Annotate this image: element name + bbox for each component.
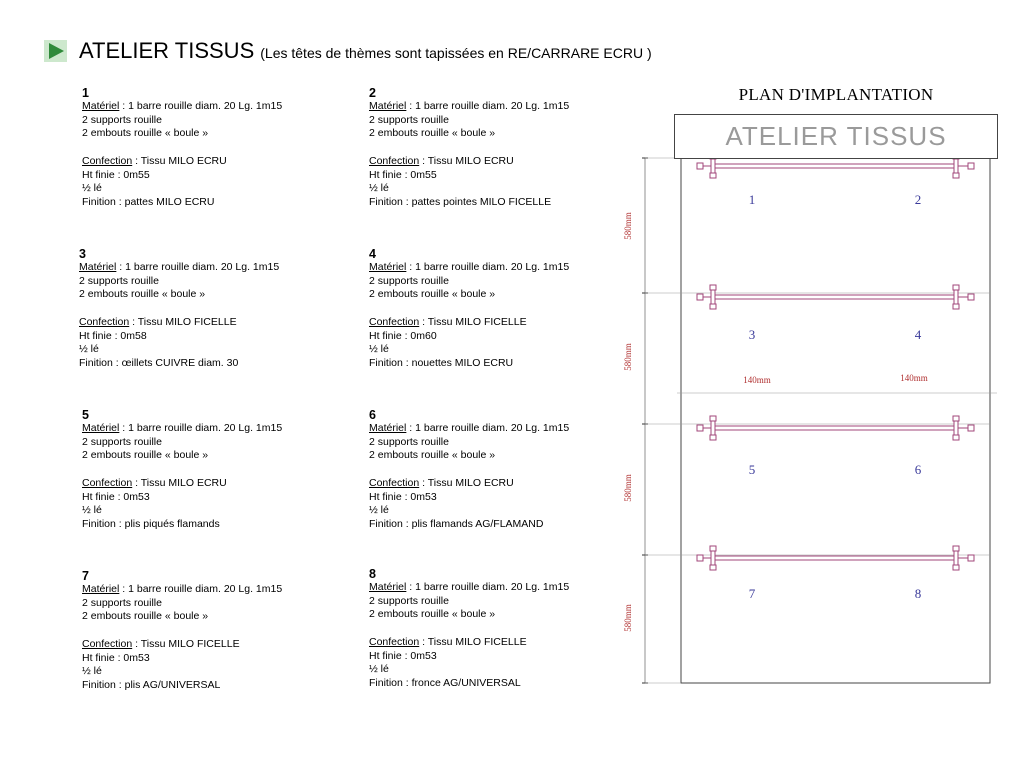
supports-line: 2 supports rouille xyxy=(79,274,159,287)
hauteur-line: Ht finie : 0m53 xyxy=(369,490,437,503)
supports-line: 2 supports rouille xyxy=(369,435,449,448)
materiel-label: Matériel xyxy=(82,583,120,595)
materiel-label: Matériel xyxy=(369,422,407,434)
plan-number-1: 1 xyxy=(748,192,756,207)
rod-end-left xyxy=(697,425,703,431)
materiel-value: : 1 barre rouille diam. 20 Lg. 1m15 xyxy=(119,100,283,112)
curtain-rod-2 xyxy=(713,295,957,299)
supports-line: 2 supports rouille xyxy=(82,435,162,448)
finition-line: Finition : nouettes MILO ECRU xyxy=(369,356,514,369)
supports-line: 2 supports rouille xyxy=(369,594,449,607)
finition-line: Finition : plis flamands AG/FLAMAND xyxy=(369,517,544,530)
rod-support-cap xyxy=(710,565,716,570)
finition-line: Finition : pattes pointes MILO FICELLE xyxy=(369,195,552,208)
rod-end-left xyxy=(697,163,703,169)
le-line: ½ lé xyxy=(369,663,389,676)
materiel-label: Matériel xyxy=(82,100,120,112)
finition-line: Finition : pattes MILO ECRU xyxy=(82,195,215,208)
item-number: 6 xyxy=(369,408,376,422)
plan-number-3: 3 xyxy=(748,327,756,342)
tissu-value: : Tissu MILO FICELLE xyxy=(419,315,527,328)
materiel-label: Matériel xyxy=(369,100,407,112)
rod-end-left xyxy=(697,555,703,561)
hauteur-line: Ht finie : 0m60 xyxy=(369,329,437,342)
rod-support-cap xyxy=(710,173,716,178)
embouts-line: 2 embouts rouille « boule » xyxy=(82,610,209,623)
confection-label: Confection xyxy=(79,315,130,328)
materiel-value: : 1 barre rouille diam. 20 Lg. 1m15 xyxy=(406,581,570,593)
materiel-value: : 1 barre rouille diam. 20 Lg. 1m15 xyxy=(119,422,283,434)
rod-support-cap xyxy=(953,435,959,440)
page-subtitle: (Les têtes de thèmes sont tapissées en RE/CARRARE ECRU ) xyxy=(260,45,652,61)
plan-number-5: 5 xyxy=(748,462,756,477)
materiel-value: : 1 barre rouille diam. 20 Lg. 1m15 xyxy=(406,261,570,273)
plan-number-6: 6 xyxy=(914,462,922,477)
hauteur-line: Ht finie : 0m58 xyxy=(79,329,147,342)
rod-support-cap xyxy=(953,416,959,421)
materiel-value: : 1 barre rouille diam. 20 Lg. 1m15 xyxy=(119,583,283,595)
supports-line: 2 supports rouille xyxy=(82,113,162,126)
materiel-label: Matériel xyxy=(369,581,407,593)
finition-line: Finition : fronce AG/UNIVERSAL xyxy=(369,676,521,689)
curtain-rod-3 xyxy=(713,426,957,430)
materiel-label: Matériel xyxy=(369,261,407,273)
rod-end-left xyxy=(697,294,703,300)
hauteur-line: Ht finie : 0m55 xyxy=(369,168,437,181)
tissu-value: : Tissu MILO FICELLE xyxy=(419,635,527,648)
tissu-value: : Tissu MILO FICELLE xyxy=(129,315,237,328)
guide-lines xyxy=(645,158,997,683)
le-line: ½ lé xyxy=(79,343,99,356)
curtain-rods xyxy=(697,154,974,570)
materiel-label: Matériel xyxy=(82,422,120,434)
confection-label: Confection xyxy=(369,315,420,328)
supports-line: 2 supports rouille xyxy=(369,274,449,287)
confection-label: Confection xyxy=(369,476,420,489)
plan-room-outline xyxy=(681,158,990,683)
curtain-rod-1 xyxy=(713,164,957,168)
rod-support-cap xyxy=(710,546,716,551)
dim-label-140-left: 140mm xyxy=(743,375,771,385)
rod-support-cap xyxy=(710,435,716,440)
finition-line: Finition : plis AG/UNIVERSAL xyxy=(82,678,221,691)
plan-title: PLAN D'IMPLANTATION xyxy=(738,85,934,104)
confection-label: Confection xyxy=(82,637,133,650)
hauteur-line: Ht finie : 0m53 xyxy=(82,490,150,503)
rod-support-cap xyxy=(710,416,716,421)
plan-header-box xyxy=(674,114,998,159)
rod-support-cap xyxy=(953,285,959,290)
materiel-label: Matériel xyxy=(79,261,117,273)
dim-label-140-right: 140mm xyxy=(900,373,928,383)
embouts-line: 2 embouts rouille « boule » xyxy=(82,127,209,140)
embouts-line: 2 embouts rouille « boule » xyxy=(79,288,206,301)
dim-label-580-1: 580mm xyxy=(623,212,633,240)
hauteur-line: Ht finie : 0m55 xyxy=(82,168,150,181)
finition-line: Finition : plis piqués flamands xyxy=(82,517,220,530)
supports-line: 2 supports rouille xyxy=(369,113,449,126)
supports-line: 2 supports rouille xyxy=(82,596,162,609)
page-title: ATELIER TISSUS xyxy=(79,38,255,63)
materiel-value: : 1 barre rouille diam. 20 Lg. 1m15 xyxy=(116,261,280,273)
rod-support-cap xyxy=(953,304,959,309)
item-number: 5 xyxy=(82,408,89,422)
rod-support-cap xyxy=(953,546,959,551)
item-number: 7 xyxy=(82,569,89,583)
hauteur-line: Ht finie : 0m53 xyxy=(369,649,437,662)
dim-label-580-4: 580mm xyxy=(623,604,633,632)
dim-label-580-2: 580mm xyxy=(623,343,633,371)
confection-label: Confection xyxy=(369,635,420,648)
plan-number-2: 2 xyxy=(914,192,922,207)
tissu-value: : Tissu MILO ECRU xyxy=(419,154,514,167)
embouts-line: 2 embouts rouille « boule » xyxy=(369,608,496,621)
embouts-line: 2 embouts rouille « boule » xyxy=(369,449,496,462)
le-line: ½ lé xyxy=(369,504,389,517)
le-line: ½ lé xyxy=(82,182,102,195)
item-number: 3 xyxy=(79,247,86,261)
rod-support-cap xyxy=(953,565,959,570)
le-line: ½ lé xyxy=(369,343,389,356)
dim-label-580-3: 580mm xyxy=(623,474,633,502)
finition-line: Finition : œillets CUIVRE diam. 30 xyxy=(79,356,239,369)
materiel-value: : 1 barre rouille diam. 20 Lg. 1m15 xyxy=(406,100,570,112)
rod-end-right xyxy=(968,425,974,431)
plan-number-8: 8 xyxy=(914,586,922,601)
confection-label: Confection xyxy=(82,476,133,489)
tissu-value: : Tissu MILO ECRU xyxy=(132,476,227,489)
item-number: 1 xyxy=(82,86,89,100)
tissu-value: : Tissu MILO ECRU xyxy=(419,476,514,489)
tissu-value: : Tissu MILO FICELLE xyxy=(132,637,240,650)
le-line: ½ lé xyxy=(82,665,102,678)
curtain-rod-4 xyxy=(713,556,957,560)
embouts-line: 2 embouts rouille « boule » xyxy=(369,127,496,140)
le-line: ½ lé xyxy=(369,182,389,195)
confection-label: Confection xyxy=(82,154,133,167)
confection-label: Confection xyxy=(369,154,420,167)
plan-box-label: ATELIER TISSUS xyxy=(725,121,947,151)
embouts-line: 2 embouts rouille « boule » xyxy=(82,449,209,462)
plan-number-4: 4 xyxy=(914,327,922,342)
item-number: 8 xyxy=(369,567,376,581)
rod-support-cap xyxy=(710,304,716,309)
item-number: 4 xyxy=(369,247,376,261)
tissu-value: : Tissu MILO ECRU xyxy=(132,154,227,167)
rod-support-cap xyxy=(953,173,959,178)
hauteur-line: Ht finie : 0m53 xyxy=(82,651,150,664)
rod-end-right xyxy=(968,555,974,561)
le-line: ½ lé xyxy=(82,504,102,517)
rod-support-cap xyxy=(710,285,716,290)
embouts-line: 2 embouts rouille « boule » xyxy=(369,288,496,301)
item-number: 2 xyxy=(369,86,376,100)
plan-number-7: 7 xyxy=(748,586,756,601)
materiel-value: : 1 barre rouille diam. 20 Lg. 1m15 xyxy=(406,422,570,434)
rod-end-right xyxy=(968,163,974,169)
rod-end-right xyxy=(968,294,974,300)
